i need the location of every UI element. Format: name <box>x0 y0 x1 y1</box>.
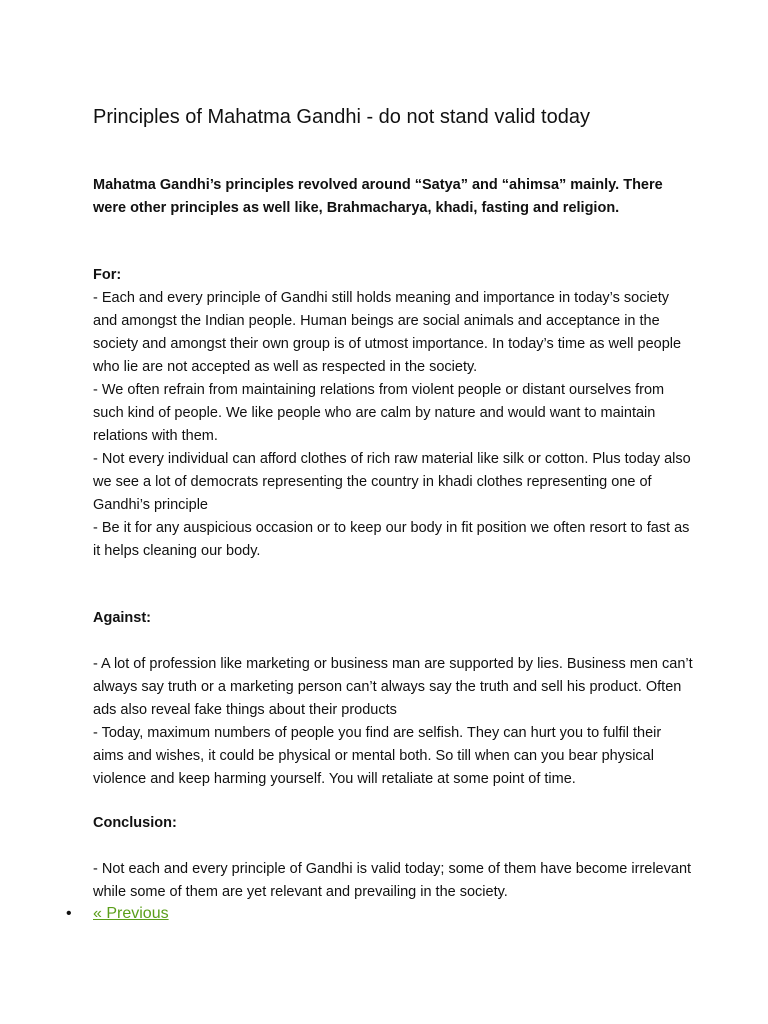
conclusion-section <box>93 812 693 904</box>
against-heading: Against: <box>93 610 151 626</box>
for-point-1: - Each and every principle of Gandhi still holds meaning and importance in today’s society and amongst the Indian people. Human beings are social animals and acceptance in the society and amongst their own group is of utmost importance. In today’s time as well people who lie are not accepted as well as respected in the society. <box>93 290 682 375</box>
spacer <box>93 835 693 858</box>
conclusion-point-1: - Not each and every principle of Gandhi is valid today; some of them have become irrelevant while some of them are yet relevant and prevailing in the society. <box>93 861 692 900</box>
intro-paragraph: Mahatma Gandhi’s principles revolved around “Satya” and “ahimsa” mainly. There were other principles as well like, Brahmacharya, khadi, fasting and religion. <box>93 177 663 216</box>
for-section <box>93 264 693 563</box>
for-point-3: - Not every individual can afford clothes of rich raw material like silk or cotton. Plus today also we see a lot of democrats representing the country in khadi clothes representing one of Gandhi’s principle <box>93 451 691 513</box>
for-heading: For: <box>93 267 122 283</box>
against-point-1: - A lot of profession like marketing or business man are supported by lies. Business men can’t always say truth or a marketing person can’t always say the truth and sell his product. Often ads also reveal fake things about their products <box>93 656 693 718</box>
against-section <box>93 607 693 791</box>
for-point-2: - We often refrain from maintaining relations from violent people or distant ourselves from such kind of people. We like people who are calm by nature and would want to maintain relations with them. <box>93 382 665 444</box>
page-title: Principles of Mahatma Gandhi - do not stand valid today <box>93 106 590 128</box>
pagination-nav <box>66 902 169 926</box>
bullet-icon: • <box>66 905 72 922</box>
conclusion-heading: Conclusion: <box>93 815 177 831</box>
spacer <box>93 630 693 653</box>
previous-link[interactable]: « Previous <box>93 905 169 922</box>
against-point-2: - Today, maximum numbers of people you find are selfish. They can hurt you to fulfil their aims and wishes, it could be physical or mental both. So till when can you bear physical violence and keep harming yourself. You will retaliate at some point of time. <box>93 725 662 787</box>
for-point-4: - Be it for any auspicious occasion or to keep our body in fit position we often resort to fast as it helps cleaning our body. <box>93 520 690 559</box>
